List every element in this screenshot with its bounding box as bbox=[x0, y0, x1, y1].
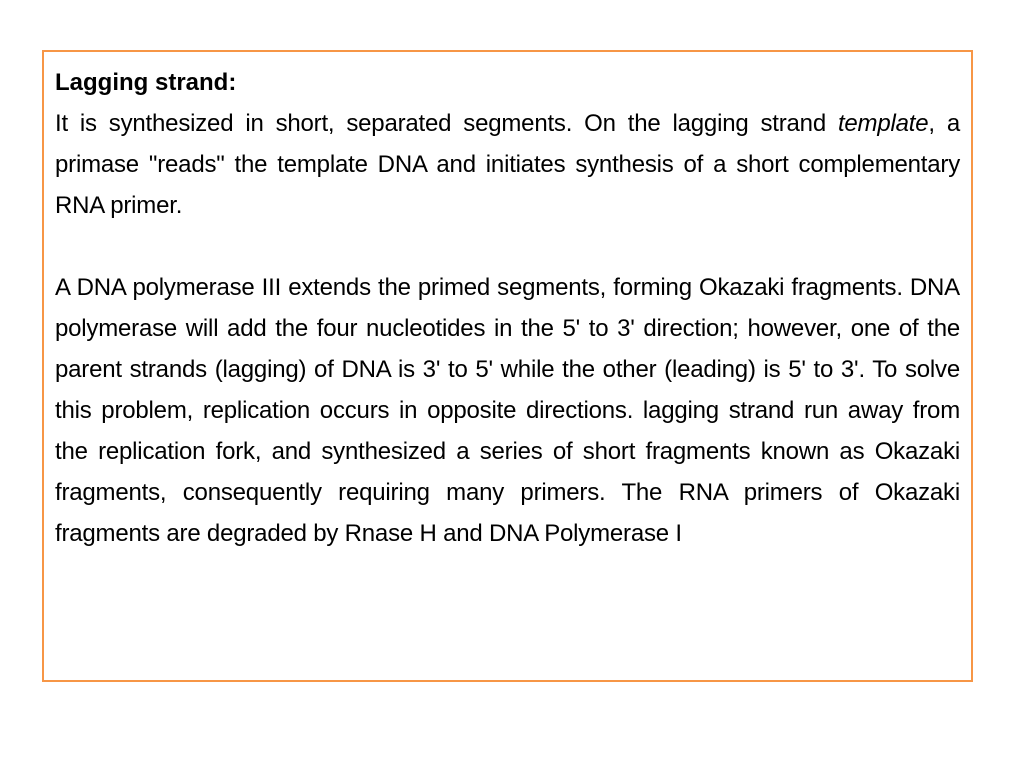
heading: Lagging strand: bbox=[55, 69, 237, 96]
italic-term-template: template bbox=[837, 110, 929, 137]
content-text-box bbox=[42, 50, 973, 682]
paragraph1-text-start: It is synthesized in short, separated segments. On the lagging strand bbox=[55, 110, 838, 137]
paragraph-okazaki-fragments: A DNA polymerase III extends the primed segments, forming Okazaki fragments. DNA polymerase will add the four nucleotides in the 5' to 3' direction; however, one of the parent strands (lagging) of DNA is 3' to 5' while the other (leading) is 5' to 3'. To solve this problem, replication occurs in opposite directions. lagging strand run away from the replication fork, and synthesized a series of short fragments known as Okazaki fragments, consequently requiring many primers. The RNA primers of Okazaki fragments are degraded by Rnase H and DNA Polymerase I bbox=[55, 274, 960, 547]
paragraph1-text-end: , a primase "reads" the template DNA and initiates synthesis of a short complementary RNA primer. bbox=[55, 110, 960, 219]
paragraph-lagging-strand-intro bbox=[55, 103, 960, 226]
